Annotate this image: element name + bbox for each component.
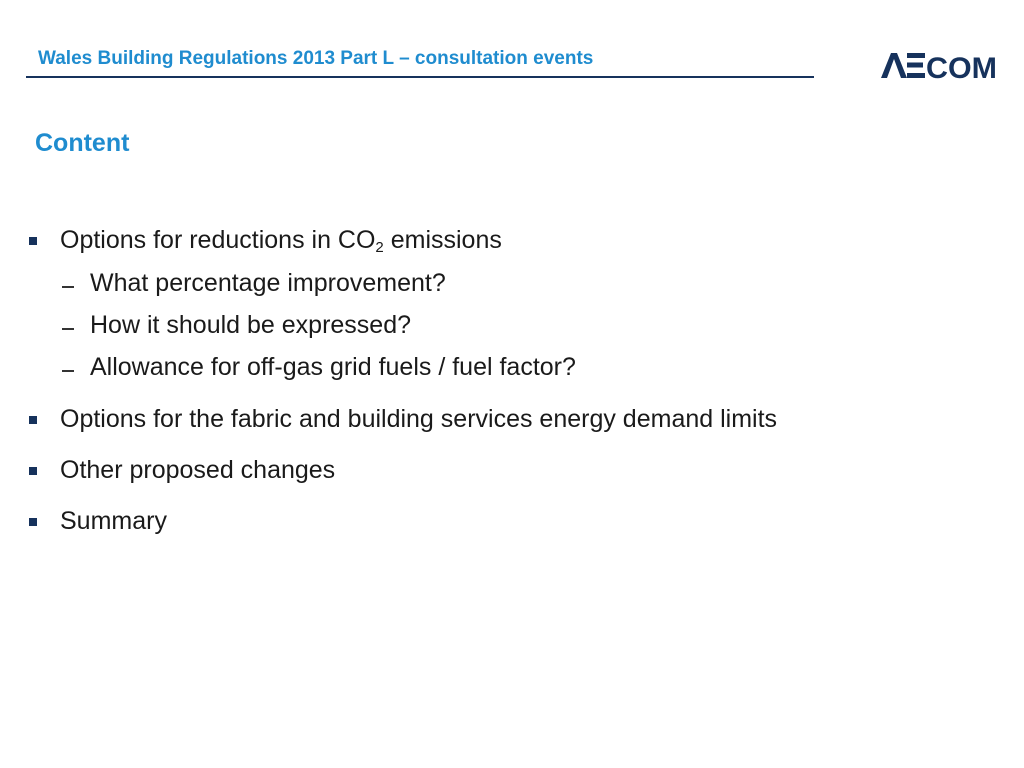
bullet-text-suffix: emissions: [383, 226, 502, 254]
sub-bullet-item: Allowance for off-gas grid fuels / fuel factor?: [90, 353, 576, 381]
co2-subscript: 2: [375, 239, 384, 256]
sub-bullet-item: What percentage improvement?: [90, 269, 446, 297]
dash-bullet-icon: [62, 328, 74, 330]
square-bullet-icon: [29, 416, 37, 424]
dash-bullet-icon: [62, 286, 74, 288]
svg-text:COM: COM: [926, 52, 997, 80]
bullet-item: Summary: [60, 507, 167, 535]
sub-bullet-item: How it should be expressed?: [90, 311, 412, 339]
bullet-item: Other proposed changes: [60, 456, 336, 484]
slide-title: Wales Building Regulations 2013 Part L – consultation events: [38, 48, 594, 69]
bullet-text: Options for reductions in CO: [60, 226, 376, 254]
dash-bullet-icon: [62, 370, 74, 372]
bullet-item: Options for the fabric and building services energy demand limits: [60, 405, 778, 433]
section-heading: Content: [35, 129, 130, 157]
square-bullet-icon: [29, 237, 37, 245]
bullet-item: [60, 226, 502, 255]
square-bullet-icon: [29, 518, 37, 526]
square-bullet-icon: [29, 467, 37, 475]
